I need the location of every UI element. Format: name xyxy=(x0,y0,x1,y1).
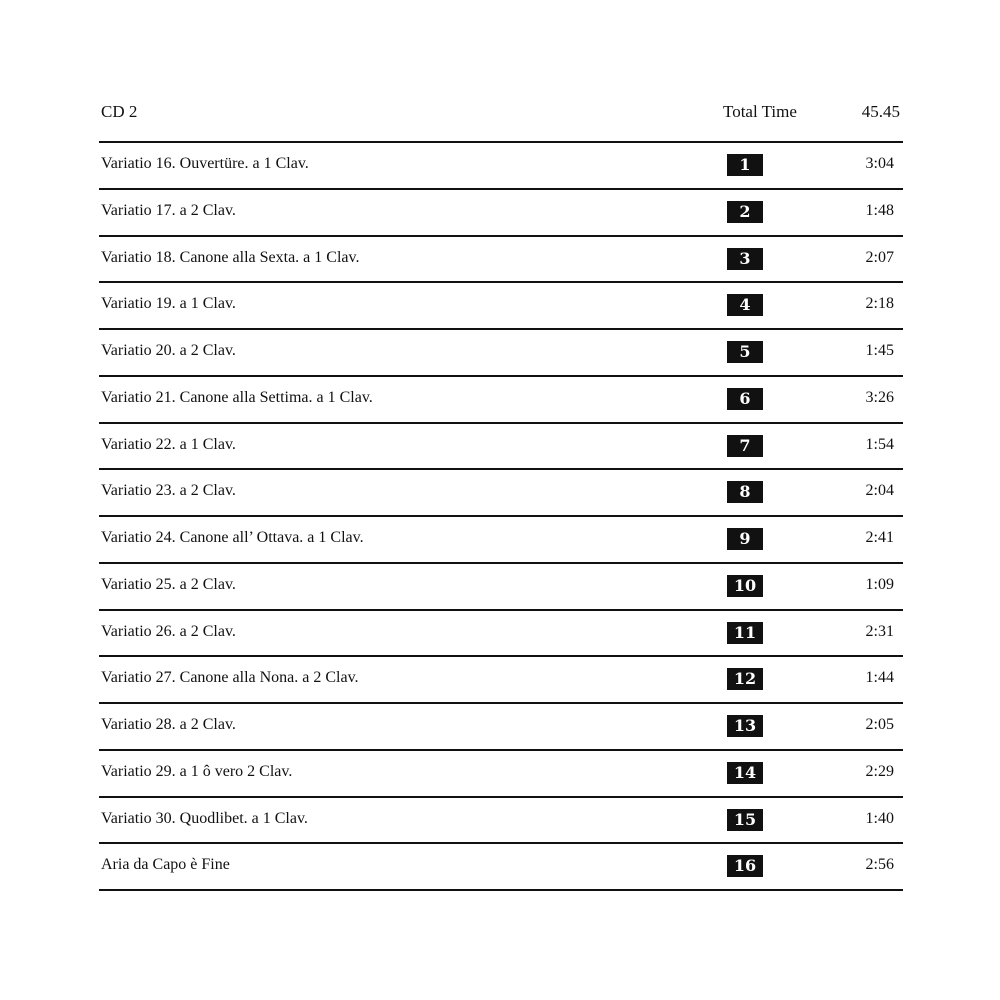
track-title: Variatio 20. a 2 Clav. xyxy=(101,342,236,359)
track-row xyxy=(99,470,903,517)
track-title: Variatio 16. Ouvertüre. a 1 Clav. xyxy=(101,155,309,172)
track-duration: 3:04 xyxy=(865,155,894,172)
track-number-badge: 16 xyxy=(727,855,763,877)
track-number-badge: 5 xyxy=(727,341,763,363)
track-duration: 2:31 xyxy=(865,622,894,640)
track-row xyxy=(99,330,903,377)
track-duration: 2:04 xyxy=(865,482,894,500)
track-number-badge: 13 xyxy=(727,715,763,737)
track-row xyxy=(99,237,903,284)
track-row xyxy=(99,517,903,564)
track-title: Variatio 22. a 1 Clav. xyxy=(101,435,236,453)
track-row xyxy=(99,424,903,471)
disc-label: CD 2 xyxy=(101,102,138,121)
track-title: Variatio 23. a 2 Clav. xyxy=(101,482,236,500)
track-number-badge: 3 xyxy=(727,248,763,270)
track-number-badge: 8 xyxy=(727,481,763,503)
track-duration: 1:09 xyxy=(865,575,894,593)
track-row xyxy=(99,611,903,658)
track-number-badge: 4 xyxy=(727,294,763,316)
track-title: Variatio 17. a 2 Clav. xyxy=(101,201,236,219)
track-duration: 2:07 xyxy=(865,248,894,266)
track-title: Variatio 25. a 2 Clav. xyxy=(101,575,236,593)
track-number-badge: 14 xyxy=(727,762,763,784)
track-row xyxy=(99,704,903,751)
track-row xyxy=(99,798,903,845)
track-number-badge: 11 xyxy=(727,622,763,644)
track-duration: 2:05 xyxy=(865,716,894,733)
track-row xyxy=(99,751,903,798)
track-number-badge: 9 xyxy=(727,528,763,550)
track-title: Variatio 24. Canone all’ Ottava. a 1 Clav. xyxy=(101,529,364,546)
track-title: Variatio 18. Canone alla Sexta. a 1 Clav. xyxy=(101,248,360,266)
track-number-badge: 6 xyxy=(727,388,763,410)
track-duration: 1:48 xyxy=(865,201,894,219)
track-list xyxy=(99,141,903,891)
track-number-badge: 15 xyxy=(727,809,763,831)
track-row xyxy=(99,377,903,424)
track-duration: 1:40 xyxy=(865,809,894,827)
track-number-badge: 10 xyxy=(727,575,763,597)
track-title: Variatio 29. a 1 ô vero 2 Clav. xyxy=(101,762,293,780)
track-number-badge: 2 xyxy=(727,201,763,223)
track-duration: 1:54 xyxy=(865,435,894,453)
track-row xyxy=(99,283,903,330)
track-title: Variatio 30. Quodlibet. a 1 Clav. xyxy=(101,809,308,827)
tracklist-header xyxy=(101,102,900,130)
total-time-label: Total Time xyxy=(723,102,797,121)
track-row xyxy=(99,657,903,704)
track-duration: 3:26 xyxy=(865,388,894,406)
track-row xyxy=(99,143,903,190)
track-title: Aria da Capo è Fine xyxy=(101,856,230,874)
track-title: Variatio 26. a 2 Clav. xyxy=(101,622,236,640)
track-duration: 2:18 xyxy=(865,295,894,313)
track-duration: 1:44 xyxy=(865,669,894,687)
track-number-badge: 1 xyxy=(727,154,763,176)
track-number-badge: 7 xyxy=(727,435,763,457)
track-title: Variatio 27. Canone alla Nona. a 2 Clav. xyxy=(101,669,359,687)
track-row xyxy=(99,844,903,891)
track-duration: 2:29 xyxy=(865,762,894,780)
track-row xyxy=(99,564,903,611)
track-duration: 2:41 xyxy=(865,529,894,546)
total-time-value: 45.45 xyxy=(861,102,900,121)
track-duration: 2:56 xyxy=(865,856,894,874)
track-title: Variatio 21. Canone alla Settima. a 1 Clav. xyxy=(101,388,373,406)
track-title: Variatio 28. a 2 Clav. xyxy=(101,716,236,733)
track-duration: 1:45 xyxy=(865,342,894,359)
track-row xyxy=(99,190,903,237)
track-number-badge: 12 xyxy=(727,668,763,690)
track-title: Variatio 19. a 1 Clav. xyxy=(101,295,236,313)
